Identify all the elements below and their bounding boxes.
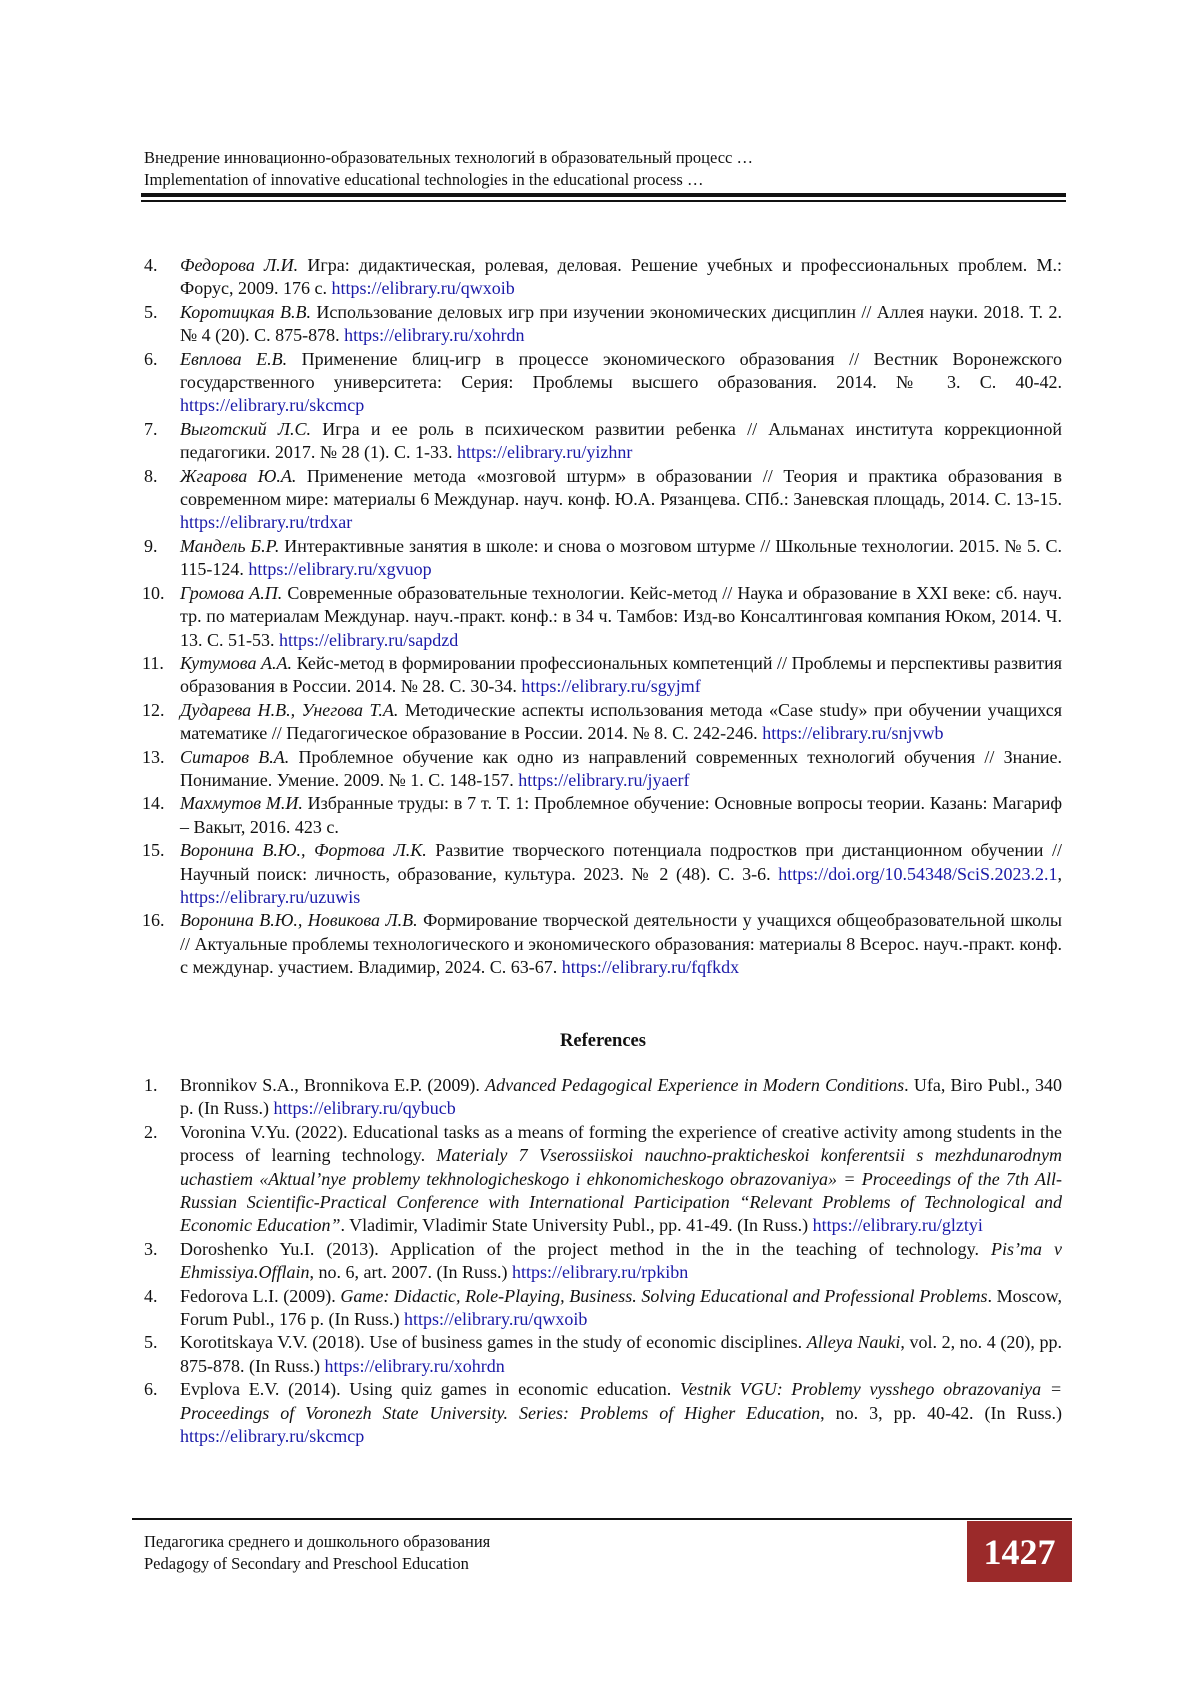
ref-text: . Moscow, Forum Publ., 176 p. (In Russ.) xyxy=(180,1285,1062,1330)
references-heading: References xyxy=(560,1031,646,1051)
ref-number: 12. xyxy=(142,699,165,720)
ref-author: Дударева Н.В., Унегова Т.А. xyxy=(180,699,399,720)
ref-text: , vol. 2, no. 4 (20), pp. 875-878. (In Russ.) xyxy=(180,1332,1062,1376)
ref-link[interactable]: https://elibrary.ru/xgvuop xyxy=(248,559,432,580)
reference-list-en xyxy=(144,1074,1062,1449)
ref-link[interactable]: https://elibrary.ru/fqfkdx xyxy=(561,957,740,978)
list-item xyxy=(144,699,1062,746)
ref-source: Advanced Pedagogical Experience in Modern Conditions xyxy=(485,1075,905,1095)
ref-link[interactable]: https://elibrary.ru/sgyjmf xyxy=(521,676,701,697)
ref-number: 6. xyxy=(144,1379,158,1400)
ref-text: Korotitskaya V.V. (2018). Use of business games in the study of economic disciplines. xyxy=(180,1332,807,1353)
ref-author: Громова А.П. xyxy=(180,582,283,603)
list-item xyxy=(144,254,1062,301)
list-item xyxy=(144,582,1062,652)
ref-author: Коротицкая В.В. xyxy=(180,301,312,322)
list-item xyxy=(144,348,1062,418)
list-item xyxy=(144,652,1062,699)
ref-number: 13. xyxy=(142,746,165,767)
ref-source: Alleya Nauki xyxy=(806,1332,901,1353)
ref-text: . Ufa, Biro Publ., 340 p. (In Russ.) xyxy=(180,1075,1063,1119)
ref-text: Развитие творческого потенциала подростков при дистанционном обучении // Научный поиск: личность, образование, культура. 2023. № 2 (48). С. 3-6. xyxy=(180,840,1062,884)
ref-source: Pis’ma v Ehmissiya.Offlain xyxy=(180,1238,1062,1283)
ref-number: 10. xyxy=(142,582,165,603)
ref-number: 2. xyxy=(144,1121,158,1142)
ref-link[interactable]: https://elibrary.ru/trdxar xyxy=(180,512,353,533)
ref-link[interactable]: https://elibrary.ru/skcmcp xyxy=(180,395,365,416)
ref-text: Применение метода «мозговой штурм» в образовании // Теория и практика образования в современном мире: материалы 6 Междунар. науч. конф. Ю.А. Рязанцева. СПб.: Заневская площадь, 2014. С. 13-15. xyxy=(180,465,1063,510)
ref-link[interactable]: https://elibrary.ru/jyaerf xyxy=(518,769,690,790)
footer xyxy=(144,1531,490,1575)
ref-author: Махмутов М.И. xyxy=(180,793,303,814)
ref-link[interactable]: https://elibrary.ru/yizhnr xyxy=(457,442,633,463)
list-item xyxy=(144,535,1062,582)
journal-name-en: Pedagogy of Secondary and Preschool Education xyxy=(144,1554,469,1573)
ref-author: Мандель Б.Р. xyxy=(180,535,280,556)
list-item xyxy=(144,746,1062,793)
ref-number: 16. xyxy=(142,910,165,931)
ref-number: 3. xyxy=(144,1238,158,1259)
ref-text: Формирование творческой деятельности у учащихся общеобразовательной школы // Актуальные проблемы технологического и экономического образования: материалы 8 Всерос. науч.-практ. конф. с междунар. участием. Владимир, 2024. С. 63-67. xyxy=(180,910,1062,978)
header-title-en: Implementation of innovative educational technologies in the educational process … xyxy=(144,170,704,189)
ref-number: 11. xyxy=(142,652,164,673)
list-item xyxy=(144,1238,1062,1285)
ref-text: Игра и ее роль в психическом развитии ребенка // Альманах института коррекционной педагогики. 2017. № 28 (1). С. 1-33. xyxy=(180,418,1062,463)
ref-link[interactable]: https://elibrary.ru/sapdzd xyxy=(279,629,459,650)
ref-link[interactable]: https://elibrary.ru/snjvwb xyxy=(762,723,944,744)
ref-link[interactable]: https://elibrary.ru/qwxoib xyxy=(331,278,515,299)
list-item xyxy=(144,418,1062,465)
ref-author: Воронина В.Ю., Фортова Л.К. xyxy=(180,840,427,861)
ref-link[interactable]: https://elibrary.ru/skcmcp xyxy=(180,1426,365,1447)
ref-text: Кейс-метод в формировании профессиональных компетенций // Проблемы и перспективы развития образования в России. 2014. № 28. С. 30-34. xyxy=(180,652,1062,697)
list-item xyxy=(144,301,1062,348)
list-item xyxy=(144,1285,1062,1332)
ref-link[interactable]: https://elibrary.ru/rpkibn xyxy=(511,1262,689,1283)
ref-text: . Vladimir, Vladimir State University Publ., pp. 41-49. (In Russ.) xyxy=(340,1215,813,1236)
ref-number: 5. xyxy=(144,301,158,322)
ref-number: 7. xyxy=(144,418,158,439)
ref-source: Vestnik VGU: Problemy vysshego obrazovaniya = Proceedings of Voronezh State University. Series: Problems of Higher Education xyxy=(180,1379,1062,1423)
ref-text: Методические аспекты использования метода «Case study» при обучении учащихся математике // Педагогическое образование в России. 2014. № 8. С. 242-246. xyxy=(180,699,1062,744)
ref-text: Применение блиц-игр в процессе экономического образования // Вестник Воронежского государственного университета: Серия: Проблемы высшего образования. 2014. № 3. С. 40-42. xyxy=(180,348,1062,393)
ref-number: 8. xyxy=(144,465,158,486)
ref-text: Игра: дидактическая, ролевая, деловая. Решение учебных и профессиональных проблем. М.: Форус, 2009. 176 с. xyxy=(180,255,1062,299)
ref-number: 1. xyxy=(144,1075,158,1095)
ref-link[interactable]: https://elibrary.ru/uzuwis xyxy=(180,886,361,907)
ref-text: , no. 6, art. 2007. (In Russ.) xyxy=(309,1262,512,1283)
ref-number: 9. xyxy=(144,535,158,556)
ref-text: Fedorova L.I. (2009). xyxy=(180,1285,341,1306)
journal-name-ru: Педагогика среднего и дошкольного образования xyxy=(144,1532,491,1551)
ref-link[interactable]: https://elibrary.ru/glztyi xyxy=(812,1215,983,1236)
header-title-ru: Внедрение инновационно-образовательных технологий в образовательный процесс … xyxy=(144,148,753,167)
list-item xyxy=(144,1331,1062,1378)
list-item: 15. Воронина В.Ю., Фортова Л.К. Развитие творческого потенциала подростков при дистанционном обучении // Научный поиск: личность, образование, культура. 2023. № 2 (48). С. 3-6. https://doi.org/10.54348/SciS.2023.2.1, https://elibrary.ru/uzuwis xyxy=(142,840,1062,907)
ref-source: Materialy 7 Vserossiiskoi nauchno-prakticheskoi konferentsii s mezhdunarodnym uchastiem «Aktual’nye problemy tekhnologicheskogo i ehkonomicheskogo obrazovaniya» = Proceedings of the 7th All-Russian Scientific-Practical Conference with International Participation “Relevant Problems of Technological and Economic Education” xyxy=(180,1145,1063,1236)
ref-link[interactable]: https://elibrary.ru/qwxoib xyxy=(404,1309,588,1330)
ref-number: 4. xyxy=(144,255,158,275)
ref-author: Выготский Л.С. xyxy=(180,418,312,439)
ref-text: Evplova E.V. (2014). Using quiz games in economic education. xyxy=(180,1379,681,1400)
page-number: 1427 xyxy=(967,1521,1072,1582)
ref-number: 5. xyxy=(144,1332,158,1353)
ref-author: Кутумова А.А. xyxy=(180,652,293,673)
ref-number: 14. xyxy=(142,793,165,814)
ref-link[interactable]: https://elibrary.ru/xohrdn xyxy=(324,1355,505,1376)
ref-number: 4. xyxy=(144,1285,158,1306)
ref-text: Doroshenko Yu.I. (2013). Application of the project method in the in the teaching of technology. xyxy=(180,1238,992,1259)
running-header xyxy=(144,147,1064,191)
ref-text: Bronnikov S.A., Bronnikova E.P. (2009). xyxy=(180,1075,486,1095)
ref-source: Game: Didactic, Role-Playing, Business. Solving Educational and Professional Problems xyxy=(340,1285,988,1306)
ref-author: Жгарова Ю.А. xyxy=(180,465,297,486)
header-rule xyxy=(141,193,1066,202)
reference-list-ru xyxy=(144,254,1062,980)
list-item xyxy=(144,792,1062,839)
ref-number: 6. xyxy=(144,348,158,369)
ref-text: Использование деловых игр при изучении экономических дисциплин // Аллея науки. 2018. Т. 2. № 4 (20). С. 875-878. xyxy=(180,301,1062,346)
ref-text: Интерактивные занятия в школе: и снова о мозговом штурме // Школьные технологии. 2015. № 5. С. 115-124. xyxy=(180,535,1062,580)
ref-author: Воронина В.Ю., Новикова Л.В. xyxy=(180,910,418,931)
list-item xyxy=(144,1121,1062,1238)
ref-text: , no. 3, pp. 40-42. (In Russ.) xyxy=(820,1402,1063,1423)
ref-author: Федорова Л.И. xyxy=(180,255,299,275)
ref-text: Современные образовательные технологии. Кейс-метод // Наука и образование в XXI веке: сб. науч. тр. по материалам Междунар. науч.-практ. конф.: в 34 ч. Тамбов: Изд-во Консалтинговая компания Юком, 2014. Ч. 13. С. 51-53. xyxy=(180,582,1062,650)
ref-link[interactable]: https://elibrary.ru/qybucb xyxy=(273,1098,456,1119)
ref-link[interactable]: https://elibrary.ru/xohrdn xyxy=(344,325,525,346)
ref-number: 15. xyxy=(142,840,165,861)
ref-text: Проблемное обучение как одно из направлений современных технологий обучения // Знание. Понимание. Умение. 2009. № 1. С. 148-157. xyxy=(180,746,1062,790)
list-item xyxy=(144,465,1062,535)
ref-author: Ситаров В.А. xyxy=(180,746,290,767)
ref-text: Voronina V.Yu. (2022). Educational tasks as a means of forming the experience of creative activity among students in the process of learning technology. xyxy=(180,1121,1062,1166)
footer-rule xyxy=(132,1518,1072,1520)
list-item xyxy=(144,909,1062,979)
ref-link[interactable]: https://doi.org/10.54348/SciS.2023.2.1 xyxy=(778,863,1058,884)
ref-author: Евплова Е.В. xyxy=(180,348,288,369)
list-item xyxy=(144,1074,1062,1121)
ref-text: Избранные труды: в 7 т. Т. 1: Проблемное обучение: Основные вопросы теории. Казань: Магариф – Вакыт, 2016. 423 с. xyxy=(180,793,1062,837)
list-item xyxy=(144,1378,1062,1448)
